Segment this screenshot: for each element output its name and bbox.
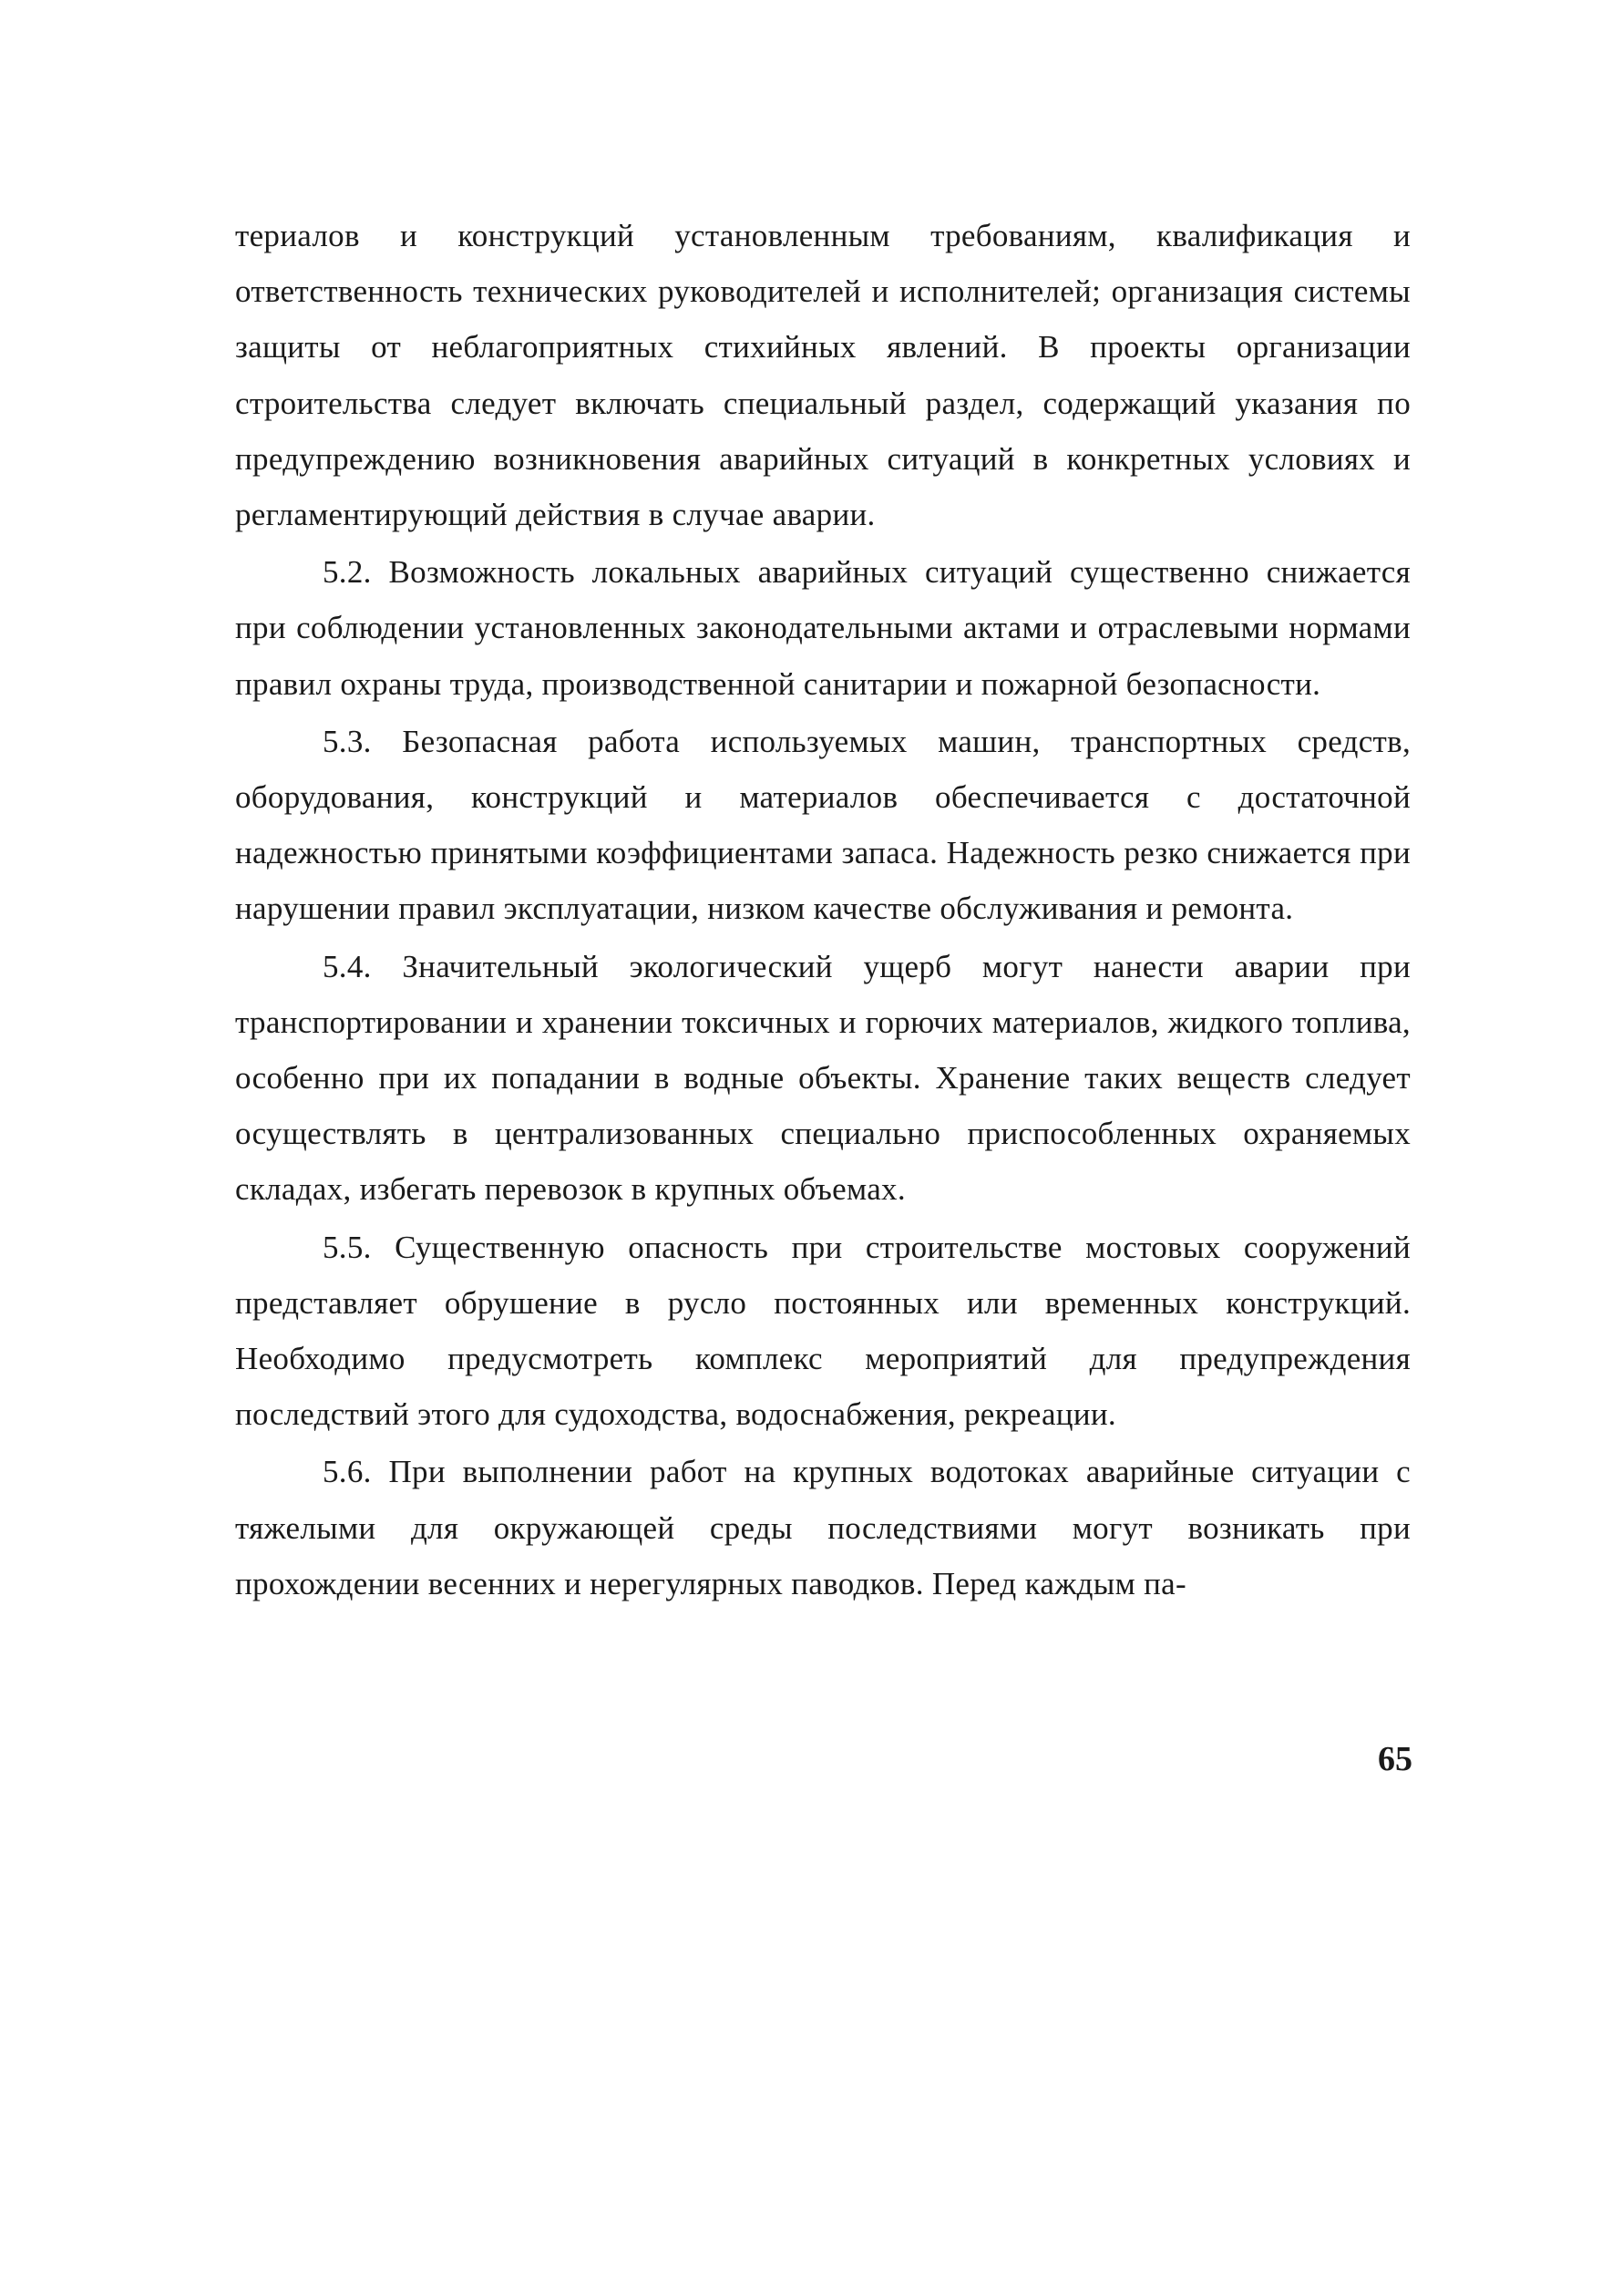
paragraph-5-4: 5.4. Значительный экологический ущерб могут нанести аварии при транспортировании и хранении токсичных и горючих материалов, жидкого топлива, особенно при их попадании в водные объекты. Хранение таких веществ следует осуществлять в централизованных специально приспособленных охраняемых складах, избегать перевозок в крупных объемах. — [235, 948, 1411, 1208]
paragraph-5-6: 5.6. При выполнении работ на крупных водотоках аварийные ситуации с тяжелыми для окружающей среды последствиями могут возникать при прохождении весенних и нерегулярных паводков. Перед каждым па- — [235, 1454, 1411, 1601]
page-number: 65 — [1378, 1740, 1412, 1778]
body-text — [235, 208, 1411, 1613]
paragraph-5-3: 5.3. Безопасная работа используемых машин, транспортных средств, оборудования, конструкций и материалов обеспечивается с достаточной надежностью принятыми коэффициентами запаса. Надежность резко снижается при нарушении правил эксплуатации, низком качестве обслуживания и ремонта. — [235, 723, 1411, 927]
paragraph-5-2: 5.2. Возможность локальных аварийных ситуаций существенно снижается при соблюдении установленных законодательными актами и отраслевыми нормами правил охраны труда, производственной санитарии и пожарной безопасности. — [235, 554, 1411, 702]
paragraph-continued: териалов и конструкций установленным требованиям, квалификация и ответственность технических руководителей и исполнителей; организация системы защиты от неблагоприятных стихийных явлений. В проекты организации строительства следует включать специальный раздел, содержащий указания по предупреждению возникновения аварийных ситуаций в конкретных условиях и регламентирующий действия в случае аварии. — [235, 218, 1411, 533]
paragraph-5-5: 5.5. Существенную опасность при строительстве мостовых сооружений представляет обрушение в русло постоянных или временных конструкций. Необходимо предусмотреть комплекс мероприятий для предупреждения последствий этого для судоходства, водоснабжения, рекреации. — [235, 1229, 1411, 1433]
